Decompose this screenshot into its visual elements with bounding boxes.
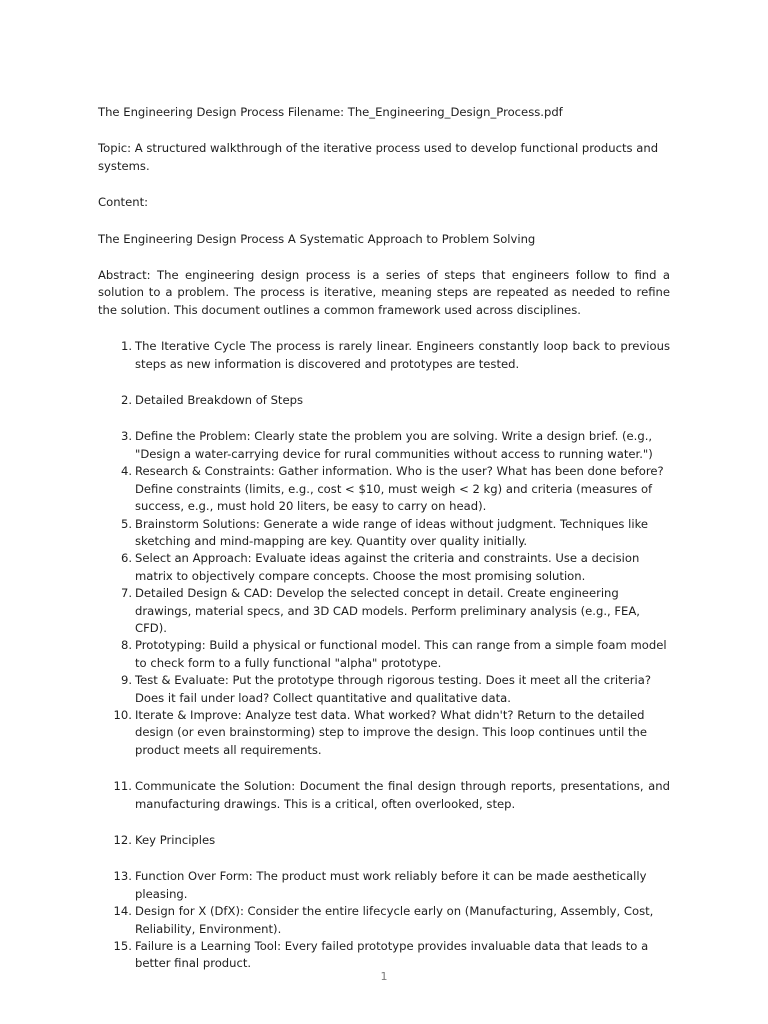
list-item	[98, 672, 670, 707]
list-item-text: Select an Approach: Evaluate ideas against the criteria and constraints. Use a decision matrix to objectively compare concepts. Choose the most promising solution.	[135, 551, 640, 583]
list-item	[98, 868, 670, 903]
list-item	[98, 463, 670, 515]
abstract-paragraph: Abstract: The engineering design process is a series of steps that engineers follow to find a solution to a problem. The process is iterative, meaning steps are repeated as needed to refine the solution. This document outlines a common framework used across disciplines.	[98, 268, 670, 317]
list-item	[98, 903, 670, 938]
list-item-number: 13.	[113, 869, 132, 884]
list-item	[98, 637, 670, 672]
list-item-text: Prototyping: Build a physical or functional model. This can range from a simple foam model to check form to a fully functional "alpha" prototype.	[135, 638, 667, 670]
list-item-number: 15.	[113, 939, 132, 954]
list-item	[98, 778, 670, 813]
list-item-number: 6.	[120, 551, 132, 566]
list-item-text: Failure is a Learning Tool: Every failed prototype provides invaluable data that leads to a better final product.	[135, 939, 649, 971]
list-item-text: Design for X (DfX): Consider the entire lifecycle early on (Manufacturing, Assembly, Cost, Reliability, Environment).	[135, 904, 654, 936]
list-item-text: Detailed Breakdown of Steps	[135, 393, 304, 408]
list-item-text: Communicate the Solution: Document the final design through reports, presentations, and manufacturing drawings. This is a critical, often overlooked, step.	[135, 779, 670, 811]
list-item	[98, 832, 670, 849]
list-item-number: 12.	[113, 833, 132, 847]
list-item	[98, 550, 670, 585]
page-number: 1	[380, 970, 388, 983]
list-item-text: Brainstorm Solutions: Generate a wide range of ideas without judgment. Techniques like sketching and mind-mapping are key. Quantity over quality initially.	[135, 516, 649, 548]
list-item-text: Detailed Design & CAD: Develop the selected concept in detail. Create engineering drawings, material specs, and 3D CAD models. Perform preliminary analysis (e.g., FEA, CFD).	[135, 586, 640, 635]
list-item-text: Research & Constraints: Gather information. Who is the user? What has been done before? Define constraints (limits, e.g., cost < $10, must weigh < 2 kg) and criteria (measures of success, e.g., must hold 20 liters, be easy to carry on head).	[135, 464, 664, 514]
list-item-text: Define the Problem: Clearly state the problem you are solving. Write a design brief. (e.g., "Design a water-carrying device for rural communities without access to running water.")	[135, 429, 653, 461]
list-item-text: Test & Evaluate: Put the prototype through rigorous testing. Does it meet all the criteria? Does it fail under load? Collect quantitative and qualitative data.	[135, 673, 652, 705]
list-item-number: 2.	[120, 393, 132, 408]
list-item-number: 11.	[113, 779, 132, 794]
list-item	[98, 707, 670, 759]
list-item	[98, 938, 670, 973]
list-item-text: Iterate & Improve: Analyze test data. What worked? What didn't? Return to the detailed design (or even brainstorming) step to improve the design. This loop continues until the product meets all requirements.	[135, 707, 647, 757]
list-item-text: Key Principles	[135, 833, 216, 847]
list-item-number: 10.	[113, 707, 132, 722]
list-item-number: 3.	[120, 429, 132, 444]
list-item-number: 1.	[120, 339, 132, 354]
list-item-number: 14.	[113, 904, 132, 919]
topic-line: Topic: A structured walkthrough of the iterative process used to develop functional products and systems.	[98, 141, 659, 173]
title-line: The Engineering Design Process Filename: The_Engineering_Design_Process.pdf	[98, 105, 563, 119]
list-item-text: Function Over Form: The product must work reliably before it can be made aesthetically pleasing.	[135, 869, 647, 901]
steps-list	[98, 338, 670, 973]
document-title: The Engineering Design Process A Systematic Approach to Problem Solving	[98, 231, 536, 246]
list-item-number: 8.	[120, 638, 132, 653]
list-item	[98, 585, 670, 637]
document-page	[98, 104, 670, 973]
list-item-number: 9.	[120, 673, 132, 688]
list-item	[98, 338, 670, 373]
list-item-number: 5.	[120, 516, 132, 531]
list-item-text: The Iterative Cycle The process is rarely linear. Engineers constantly loop back to previous steps as new information is discovered and prototypes are tested.	[135, 339, 670, 371]
list-item	[98, 428, 670, 463]
content-label: Content:	[98, 195, 149, 210]
list-item-number: 7.	[120, 586, 132, 601]
list-item	[98, 516, 670, 551]
list-item	[98, 392, 670, 409]
list-item-number: 4.	[120, 464, 132, 479]
